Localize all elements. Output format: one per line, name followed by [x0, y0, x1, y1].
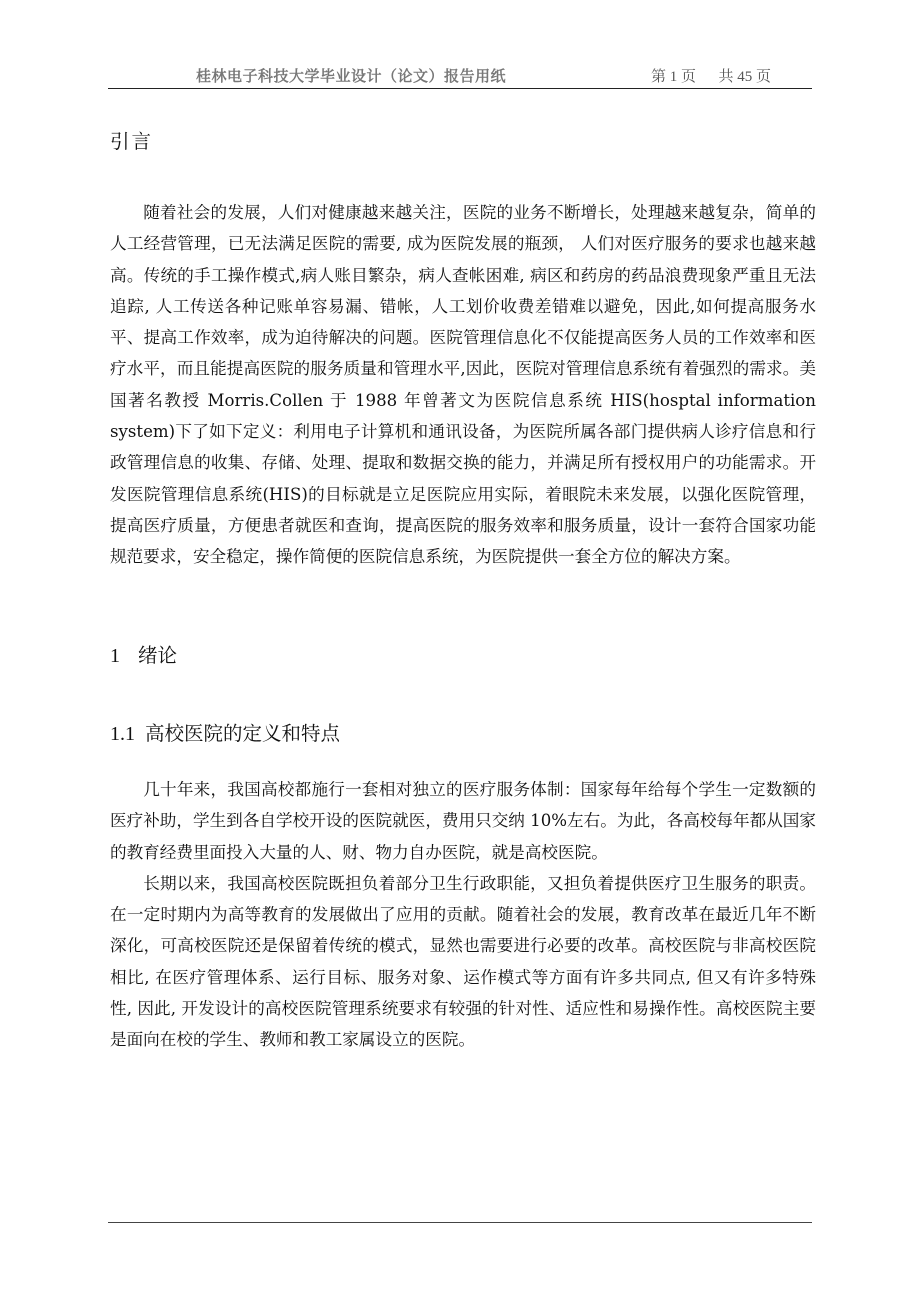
section-1-1-title: 高校医院的定义和特点 [145, 722, 341, 745]
intro-body [110, 197, 816, 573]
footer-divider [108, 1222, 812, 1223]
page-header [108, 62, 812, 89]
section-1-1-paragraph-1: 几十年来，我国高校都施行一套相对独立的医疗服务体制：国家每年给每个学生一定数额的医疗补助，学生到各自学校开设的医院就医，费用只交纳 10%左右。为此，各高校每年都从国家的教育经费里面投入大量的人、财、物力自办医院，就是高校医院。 [110, 780, 816, 862]
intro-paragraph: 随着社会的发展，人们对健康越来越关注，医院的业务不断增长，处理越来越复杂，简单的人工经营管理，已无法满足医院的需要, 成为医院发展的瓶颈， 人们对医疗服务的要求也越来越高。传统的手工操作模式,病人账目繁杂，病人查帐困难, 病区和药房的药品浪费现象严重且无法追踪, 人工传送各种记账单容易漏、错帐，人工划价收费差错难以避免，因此,如何提高服务水平、提高工作效率，成为迫待解决的问题。医院管理信息化不仅能提高医务人员的工作效率和医疗水平，而且能提高医院的服务质量和管理水平,因此，医院对管理信息系统有着强烈的需求。美国著名教授 Morris.Collen 于 1988 年曾著文为医院信息系统 HIS(hosptal information system)下了如下定义：利用电子计算机和通讯设备，为医院所属各部门提供病人诊疗信息和行政管理信息的收集、存储、处理、提取和数据交换的能力，并满足所有授权用户的功能需求。开发医院管理信息系统(HIS)的目标就是立足医院应用实际，着眼院未来发展，以强化医院管理，提高医疗质量，方便患者就医和查询，提高医院的服务效率和服务质量，设计一套符合国家功能规范要求，安全稳定，操作简便的医院信息系统，为医院提供一套全方位的解决方案。 [110, 203, 816, 567]
section-1-1-body [110, 774, 816, 1056]
chapter-1-title: 绪论 [138, 644, 178, 667]
chapter-1-heading [110, 640, 177, 668]
section-1-1-number: 1.1 [110, 723, 135, 745]
header-page-info: 第 1 页 共 45 页 [651, 69, 772, 85]
section-1-1-heading [110, 718, 340, 746]
section-title-intro: 引言 [110, 130, 154, 153]
header-title: 桂林电子科技大学毕业设计（论文）报告用纸 [196, 67, 507, 85]
section-1-1-paragraph-2: 长期以来，我国高校医院既担负着部分卫生行政职能，又担负着提供医疗卫生服务的职责。在一定时期内为高等教育的发展做出了应用的贡献。随着社会的发展，教育改革在最近几年不断深化，可高校医院还是保留着传统的模式，显然也需要进行必要的改革。高校医院与非高校医院相比, 在医疗管理体系、运行目标、服务对象、运作模式等方面有许多共同点, 但又有许多特殊性, 因此, 开发设计的高校医院管理系统要求有较强的针对性、适应性和易操作性。高校医院主要是面向在校的学生、教师和教工家属设立的医院。 [110, 873, 816, 1050]
chapter-1-number: 1 [110, 645, 120, 667]
